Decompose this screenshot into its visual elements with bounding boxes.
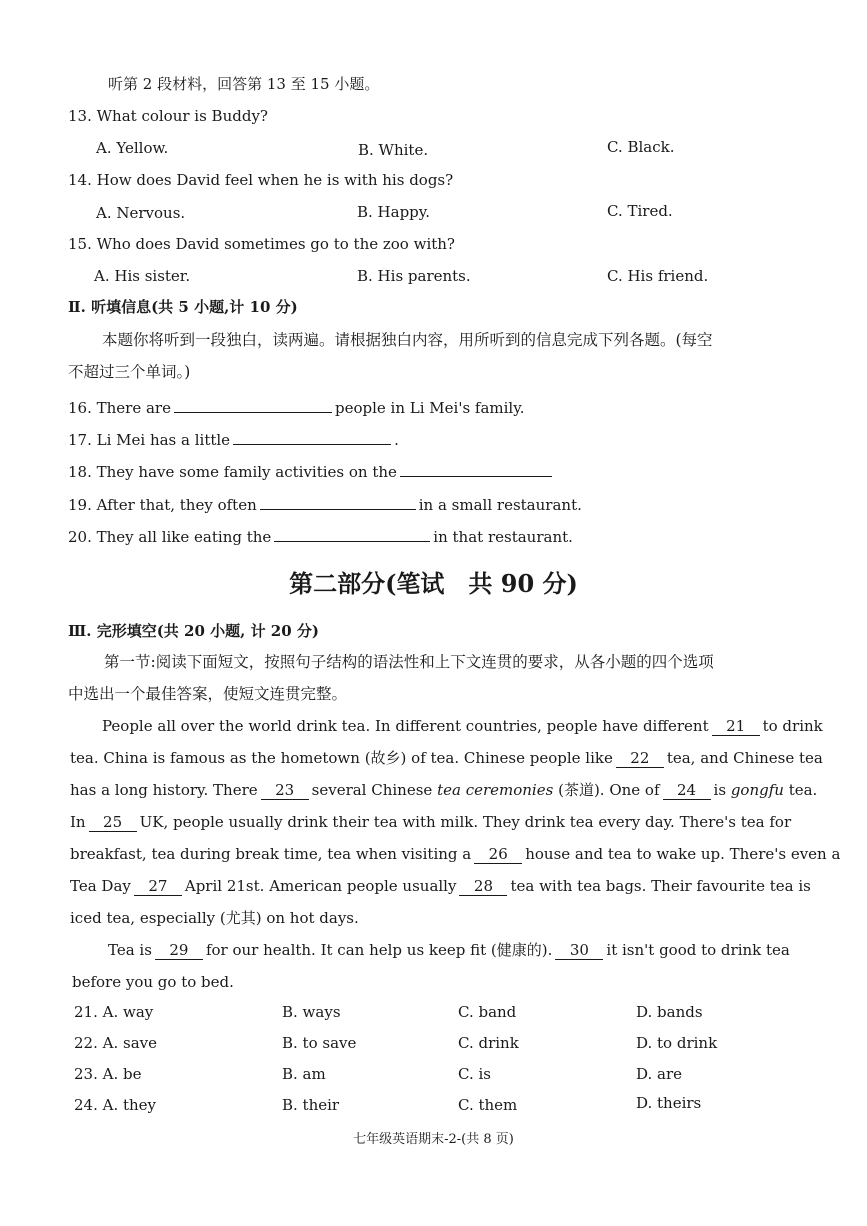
q18-blank[interactable] — [400, 459, 552, 477]
page-footer: 七年级英语期末-2-(共 8 页) — [353, 1132, 514, 1147]
q17-text-after: . — [394, 431, 399, 449]
q20-text-after: in that restaurant. — [433, 528, 573, 546]
passage-line-8: Tea is 29 for our health. It can help us keep fit (健康的). 30 it isn't good to drink tea — [108, 941, 790, 959]
blank-26[interactable]: 26 — [474, 846, 522, 864]
q19-text: 19. After that, they often — [68, 496, 257, 514]
section-3-instructions-cont: 中选出一个最佳答案，使短文连贯完整。 — [68, 685, 348, 703]
q22-option-d: D. to drink — [636, 1034, 718, 1052]
section-2-instructions: 本题你将听到一段独白，读两遍。请根据独白内容，用所听到的信息完成下列各题。(每空 — [102, 331, 713, 349]
q21-option-d: D. bands — [636, 1003, 703, 1021]
q21-option-c: C. band — [458, 1003, 517, 1021]
q17-blank[interactable] — [233, 427, 391, 445]
passage-line-9: before you go to bed. — [72, 973, 234, 991]
q16-text-after: people in Li Mei's family. — [334, 399, 525, 417]
q19-text-after: in a small restaurant. — [418, 496, 582, 514]
q13-option-c: C. Black. — [607, 138, 675, 156]
section-2-title: Ⅱ. 听填信息(共 5 小题,计 10 分) — [68, 298, 298, 316]
q14-option-c: C. Tired. — [607, 202, 673, 220]
q24-option-b: B. their — [282, 1096, 340, 1114]
passage-line-6: Tea Day 27 April 21st. American people usually 28 tea with tea bags. Their favourite tea is — [70, 877, 811, 895]
section-3-title: Ⅲ. 完形填空(共 20 小题, 计 20 分) — [68, 622, 319, 640]
q15-option-a: A. His sister. — [94, 267, 191, 285]
q13-option-b: B. White. — [358, 141, 429, 159]
question-20 — [68, 524, 573, 547]
q19-blank[interactable] — [260, 492, 416, 510]
question-13-stem: 13. What colour is Buddy? — [68, 107, 268, 125]
q23-option-a: 23. A. be — [74, 1065, 142, 1083]
blank-23[interactable]: 23 — [261, 782, 309, 800]
blank-25[interactable]: 25 — [89, 814, 137, 832]
q23-option-d: D. are — [636, 1065, 683, 1083]
passage-line-1: People all over the world drink tea. In different countries, people have different 21 to drink — [102, 717, 823, 735]
section-intro: 听第 2 段材料，回答第 13 至 15 小题。 — [108, 75, 380, 93]
q14-option-a: A. Nervous. — [96, 204, 186, 222]
question-18 — [68, 459, 555, 482]
part-2-title: 第二部分(笔试 共 90 分) — [289, 569, 578, 598]
q20-text: 20. They all like eating the — [68, 528, 272, 546]
q18-text: 18. They have some family activities on the — [68, 463, 397, 481]
q13-option-a: A. Yellow. — [96, 139, 169, 157]
blank-24[interactable]: 24 — [663, 782, 711, 800]
q24-option-d: D. theirs — [636, 1094, 702, 1112]
passage-line-3: has a long history. There 23 several Chinese tea ceremonies (茶道). One of 24 is gongfu tea. — [70, 781, 818, 799]
passage-line-5: breakfast, tea during break time, tea when visiting a 26 house and tea to wake up. There's even a — [70, 845, 841, 863]
q16-text: 16. There are — [68, 399, 171, 417]
blank-27[interactable]: 27 — [134, 878, 182, 896]
q15-option-c: C. His friend. — [607, 267, 709, 285]
question-14-stem: 14. How does David feel when he is with his dogs? — [68, 171, 454, 189]
q23-option-b: B. am — [282, 1065, 326, 1083]
blank-22[interactable]: 22 — [616, 750, 664, 768]
passage-line-4: In 25 UK, people usually drink their tea with milk. They drink tea every day. There's tea for — [70, 813, 792, 831]
q24-option-c: C. them — [458, 1096, 518, 1114]
blank-28[interactable]: 28 — [459, 878, 507, 896]
q23-option-c: C. is — [458, 1065, 491, 1083]
blank-30[interactable]: 30 — [555, 942, 603, 960]
question-15-stem: 15. Who does David sometimes go to the zoo with? — [68, 235, 455, 253]
q14-option-b: B. Happy. — [357, 203, 431, 221]
question-16 — [68, 395, 524, 418]
q16-blank[interactable] — [174, 395, 332, 413]
passage-line-2: tea. China is famous as the hometown (故乡) of tea. Chinese people like 22 tea, and Chinese tea — [70, 749, 823, 767]
q17-text: 17. Li Mei has a little — [68, 431, 231, 449]
q21-option-b: B. ways — [282, 1003, 341, 1021]
section-3-instructions: 第一节:阅读下面短文，按照句子结构的语法性和上下文连贯的要求，从各小题的四个选项 — [104, 653, 714, 671]
q20-blank[interactable] — [274, 524, 430, 542]
q22-option-c: C. drink — [458, 1034, 519, 1052]
q24-option-a: 24. A. they — [74, 1096, 157, 1114]
question-19 — [68, 492, 582, 515]
blank-29[interactable]: 29 — [155, 942, 203, 960]
passage-line-7: iced tea, especially (尤其) on hot days. — [70, 909, 359, 927]
question-17 — [68, 427, 399, 450]
q22-option-b: B. to save — [282, 1034, 357, 1052]
section-2-instructions-cont: 不超过三个单词。) — [68, 363, 191, 381]
q15-option-b: B. His parents. — [357, 267, 471, 285]
q22-option-a: 22. A. save — [74, 1034, 157, 1052]
blank-21[interactable]: 21 — [712, 718, 760, 736]
q21-option-a: 21. A. way — [74, 1003, 154, 1021]
